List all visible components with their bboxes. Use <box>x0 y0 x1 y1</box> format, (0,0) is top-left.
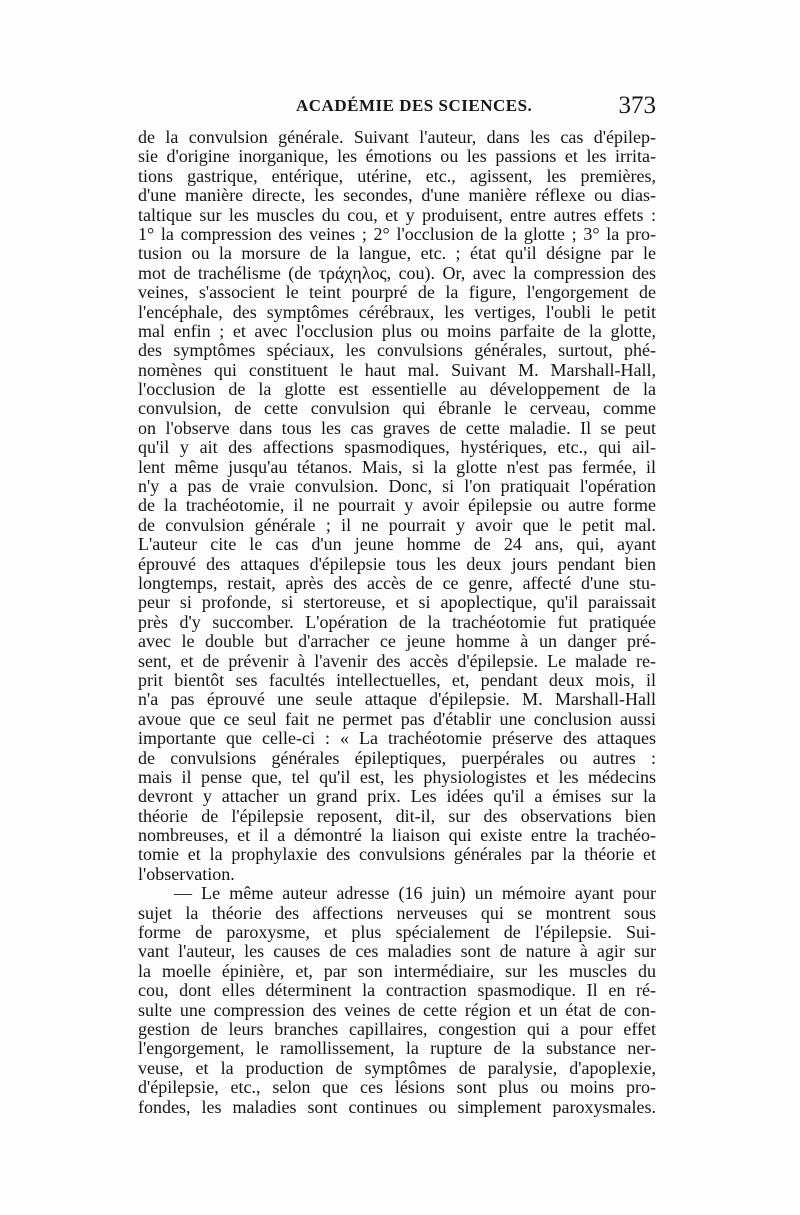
text-line: cou, dont elles déterminent la contraction spasmodique. Il en ré- <box>138 981 656 1001</box>
text-line: nomènes qui constituent le haut mal. Suivant M. Marshall-Hall, <box>138 360 656 380</box>
text-line: l'encéphale, des symptômes cérébraux, les vertiges, l'oubli le petit <box>138 302 656 322</box>
text-line: de convulsions générales épileptiques, puerpérales ou autres : <box>138 748 656 768</box>
text-line: peur si profonde, si stertoreuse, et si apoplectique, qu'il paraissait <box>138 593 656 613</box>
text-line: convulsion, de cette convulsion qui ébranle le cerveau, comme <box>138 399 656 419</box>
text-line: avec le double but d'arracher ce jeune homme à un danger pré- <box>138 632 656 652</box>
text-line: de la convulsion générale. Suivant l'auteur, dans les cas d'épilep- <box>138 128 656 147</box>
text-line: n'y a pas de vraie convulsion. Donc, si l'on pratiquait l'opération <box>138 477 656 497</box>
text-line: d'épilepsie, etc., selon que ces lésions sont plus ou moins pro- <box>138 1078 656 1098</box>
text-line: veuse, et la production de symptômes de paralysie, d'apoplexie, <box>138 1058 656 1078</box>
page-header <box>138 92 656 126</box>
text-line: mais il pense que, tel qu'il est, les physiologistes et les médecins <box>138 767 656 787</box>
text-line: sie d'origine inorganique, les émotions ou les passions et les irrita- <box>138 147 656 167</box>
text-line: éprouvé des attaques d'épilepsie tous les deux jours pendant bien <box>138 554 656 574</box>
text-line: des symptômes spéciaux, les convulsions générales, surtout, phé- <box>138 341 656 361</box>
text-line: lent même jusqu'au tétanos. Mais, si la glotte n'est pas fermée, il <box>138 457 656 477</box>
text-line: près d'y succomber. L'opération de la trachéotomie fut pratiquée <box>138 612 656 632</box>
text-line: de convulsion générale ; il ne pourrait y avoir que le petit mal. <box>138 515 656 535</box>
text-line: tions gastrique, entérique, utérine, etc., agissent, les premières, <box>138 166 656 186</box>
text-line: tomie et la prophylaxie des convulsions générales par la théorie et <box>138 845 656 865</box>
text-line: qu'il y ait des affections spasmodiques, hystériques, etc., qui ail- <box>138 438 656 458</box>
text-line: forme de paroxysme, et plus spécialement de l'épilepsie. Sui- <box>138 923 656 943</box>
text-line: mal enfin ; et avec l'occlusion plus ou moins parfaite de la glotte, <box>138 321 656 341</box>
text-line: devront y attacher un grand prix. Les idées qu'il a émises sur la <box>138 787 656 807</box>
text-line: taltique sur les muscles du cou, et y produisent, entre autres effets : <box>138 205 656 225</box>
text-line: l'engorgement, le ramollissement, la rupture de la substance ner- <box>138 1039 656 1059</box>
text-line: mot de trachélisme (de τράχηλος, cou). Or, avec la compression des <box>138 263 656 283</box>
text-line: longtemps, restait, après des accès de ce genre, affecté d'une stu- <box>138 573 656 593</box>
text-line: tusion ou la morsure de la langue, etc. ; état qu'il désigne par le <box>138 244 656 264</box>
text-line: 1° la compression des veines ; 2° l'occlusion de la glotte ; 3° la pro- <box>138 224 656 244</box>
text-line: sent, et de prévenir à l'avenir des accès d'épilepsie. Le malade re- <box>138 651 656 671</box>
running-title: ACADÉMIE DES SCIENCES. <box>296 96 533 115</box>
text-line: gestion de leurs branches capillaires, congestion qui a pour effet <box>138 1019 656 1039</box>
text-line: l'occlusion de la glotte est essentielle au développement de la <box>138 380 656 400</box>
text-line: nombreuses, et il a démontré la liaison qui existe entre la trachéo- <box>138 826 656 846</box>
text-line: on l'observe dans tous les cas graves de cette maladie. Il se peut <box>138 418 656 438</box>
text-line: fondes, les maladies sont continues ou simplement paroxysmales. <box>138 1097 656 1117</box>
text-line: vant l'auteur, les causes de ces maladies sont de nature à agir sur <box>138 942 656 962</box>
body-text <box>138 128 656 1117</box>
text-line: — Le même auteur adresse (16 juin) un mémoire ayant pour <box>174 884 656 904</box>
text-line: l'observation. <box>138 864 235 884</box>
text-line: théorie de l'épilepsie reposent, dit-il, sur des observations bien <box>138 806 656 826</box>
text-line: n'a pas éprouvé une seule attaque d'épilepsie. M. Marshall-Hall <box>138 690 656 710</box>
text-line: veines, s'associent le teint pourpré de la figure, l'engorgement de <box>138 283 656 303</box>
text-line: importante que celle-ci : « La trachéotomie préserve des attaques <box>138 729 656 749</box>
text-line: sulte une compression des veines de cette région et un état de con- <box>138 1000 656 1020</box>
text-line: avoue que ce seul fait ne permet pas d'établir une conclusion aussi <box>138 709 656 729</box>
page-number: 373 <box>618 92 656 119</box>
text-line: la moelle épinière, et, par son intermédiaire, sur les muscles du <box>138 961 656 981</box>
text-line: de la trachéotomie, il ne pourrait y avoir épilepsie ou autre forme <box>138 496 656 516</box>
text-line: sujet la théorie des affections nerveuses qui se montrent sous <box>138 903 656 923</box>
text-line: L'auteur cite le cas d'un jeune homme de 24 ans, qui, ayant <box>138 535 656 555</box>
text-line: prit bientôt ses facultés intellectuelles, et, pendant deux mois, il <box>138 670 656 690</box>
text-line: d'une manière directe, les secondes, d'une manière réflexe ou dias- <box>138 186 656 206</box>
